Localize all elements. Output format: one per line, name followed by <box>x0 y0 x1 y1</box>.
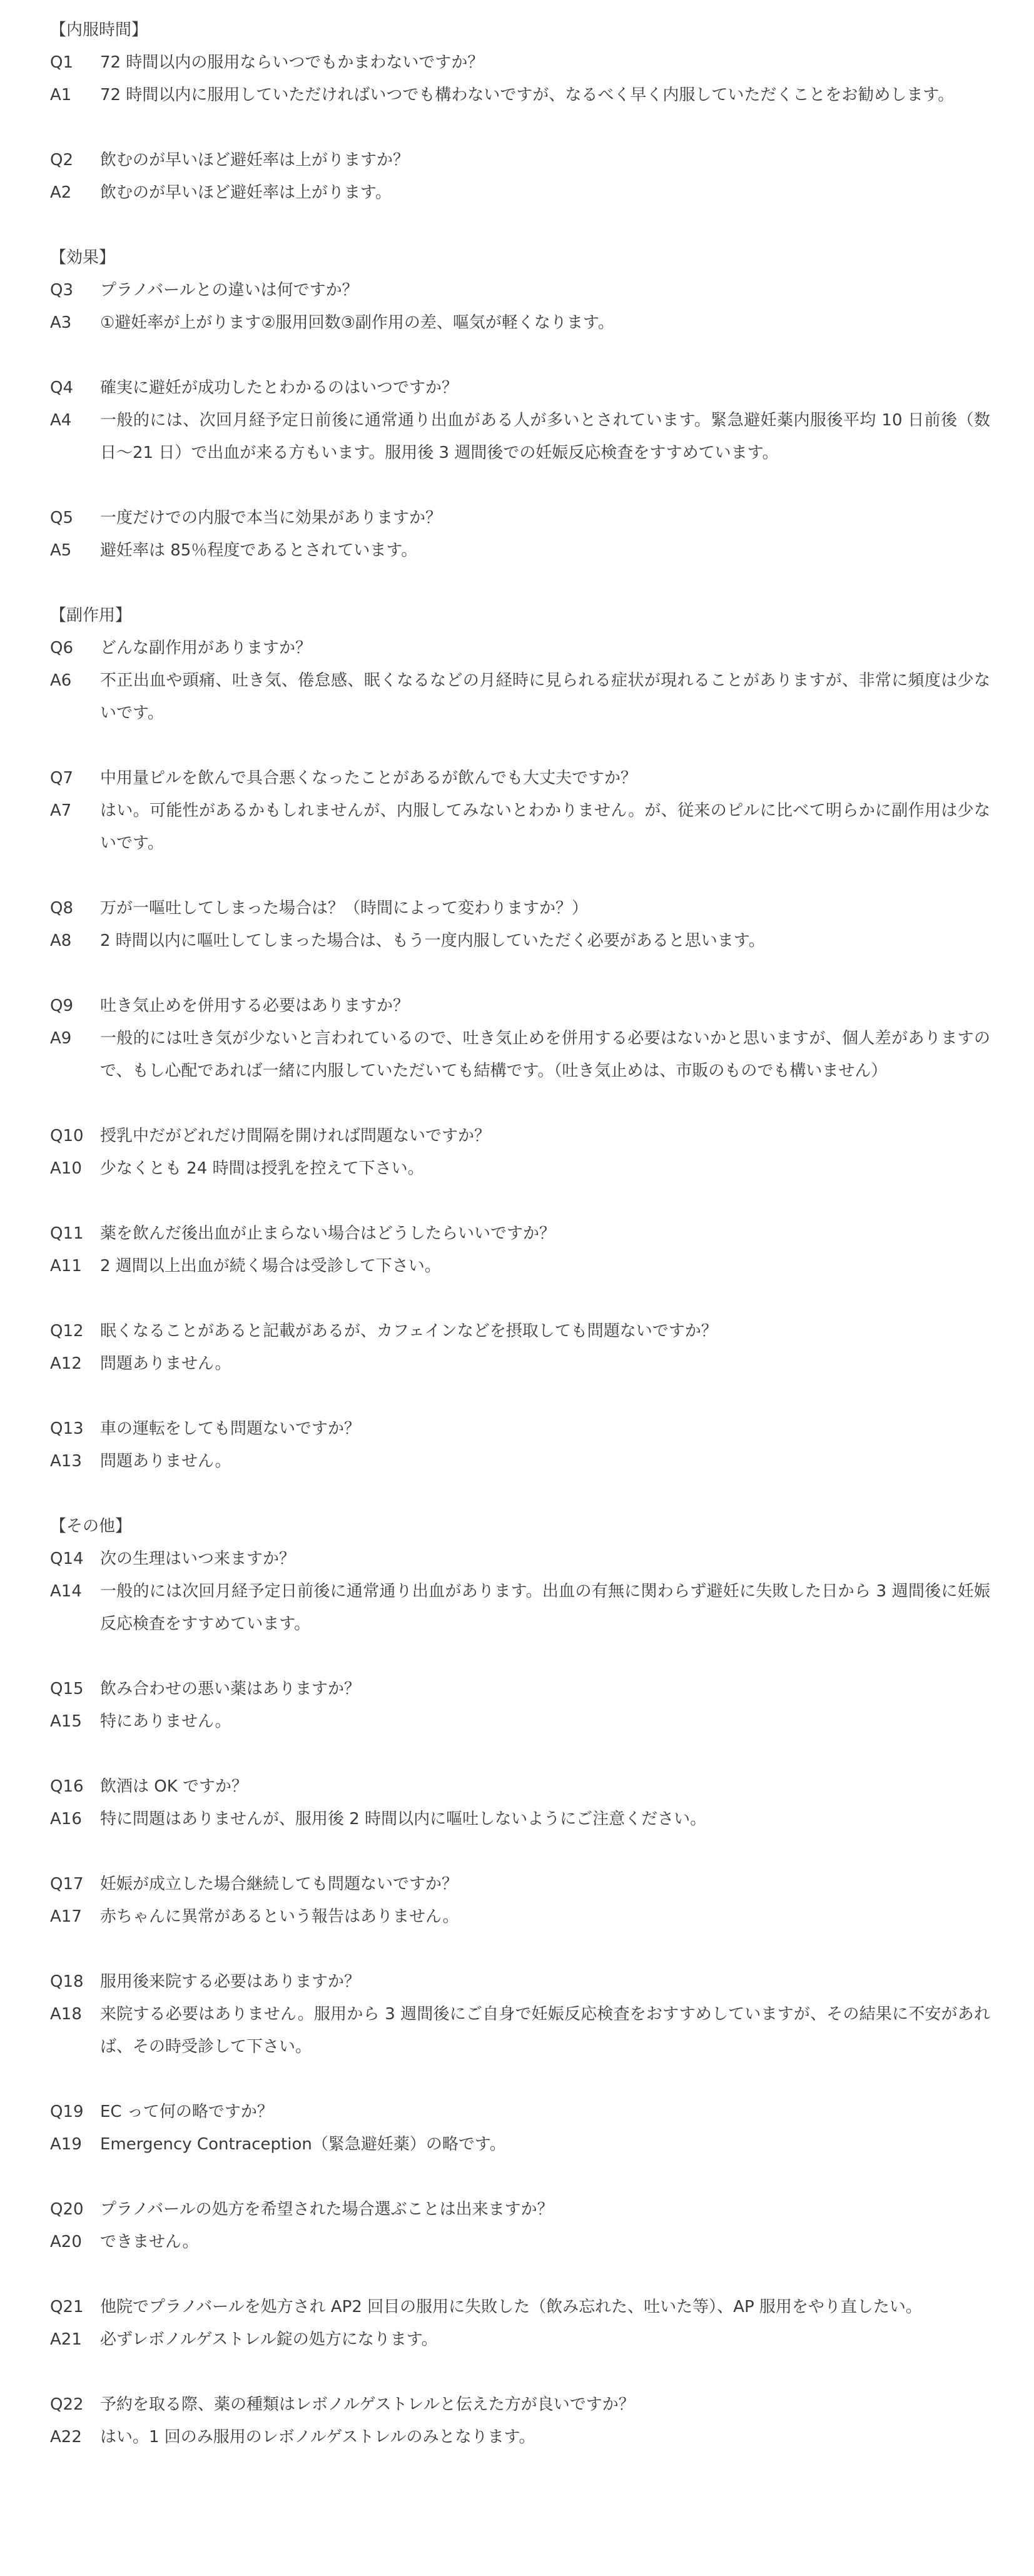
question-number: Q8 <box>50 899 74 918</box>
question-text: 飲み合わせの悪い薬はありますか？ <box>100 1680 361 1698</box>
faq-section <box>50 599 990 1478</box>
question-line <box>50 2193 990 2226</box>
question-line <box>50 2291 990 2323</box>
faq-section <box>50 1510 990 2453</box>
question-number: Q5 <box>50 509 74 527</box>
question-text: プラノバールとの違いは何ですか？ <box>100 281 358 300</box>
question-line <box>50 1965 990 1998</box>
answer-text: できません。 <box>100 2233 199 2251</box>
answer-text: Emergency Contraception（緊急避妊薬）の略です。 <box>100 2135 506 2154</box>
qa-item <box>50 892 990 957</box>
answer-line <box>50 925 990 957</box>
answer-text: 72 時間以内に服用していただければいつでも構わないですが、なるべく早く内服していただくことをお勧めします。 <box>100 86 955 104</box>
qa-item <box>50 990 990 1087</box>
qa-item <box>50 2193 990 2258</box>
answer-line <box>50 2421 990 2453</box>
answer-text: 2 週間以上出血が続く場合は受診して下さい。 <box>100 1257 441 1275</box>
qa-item <box>50 1217 990 1282</box>
qa-item <box>50 46 990 111</box>
qa-item <box>50 2291 990 2356</box>
answer-number: A18 <box>50 2005 82 2024</box>
answer-text: 不正出血や頭痛、吐き気、倦怠感、眠くなるなどの月経時に見られる症状が現れることがありますが、非常に頻度は少ないです。 <box>100 671 990 723</box>
answer-number: A7 <box>50 801 72 820</box>
question-number: Q14 <box>50 1549 84 1568</box>
answer-text: 一般的には、次回月経予定日前後に通常通り出血がある人が多いとされています。緊急避妊薬内服後平均 10 日前後（数日〜21 日）で出血が来る方もいます。服用後 3 週間後での妊娠反応検査をすすめています。 <box>100 411 990 462</box>
question-line <box>50 1543 990 1575</box>
qa-item <box>50 1868 990 1933</box>
answer-text: 問題ありません。 <box>100 1452 231 1471</box>
qa-item <box>50 1770 990 1835</box>
question-number: Q21 <box>50 2298 84 2316</box>
qa-item <box>50 1315 990 1380</box>
answer-text: 一般的には次回月経予定日前後に通常通り出血があります。出血の有無に関わらず避妊に失敗した日から 3 週間後に妊娠反応検査をすすめています。 <box>100 1582 990 1633</box>
answer-number: A13 <box>50 1452 82 1471</box>
answer-number: A16 <box>50 1810 82 1828</box>
answer-line <box>50 664 990 729</box>
answer-text: 飲むのが早いほど避妊率は上がります。 <box>100 183 392 202</box>
answer-line <box>50 176 990 209</box>
answer-number: A5 <box>50 541 72 560</box>
answer-text: 問題ありません。 <box>100 1354 231 1373</box>
answer-text: はい。可能性があるかもしれませんが、内服してみないとわかりません。が、従来のピルに比べて明らかに副作用は少ないです。 <box>100 801 990 853</box>
question-text: 飲むのが早いほど避妊率は上がりますか？ <box>100 151 410 170</box>
qa-item <box>50 1965 990 2063</box>
answer-line <box>50 1803 990 1835</box>
answer-line <box>50 2323 990 2356</box>
question-line <box>50 1120 990 1152</box>
question-number: Q2 <box>50 151 74 170</box>
question-text: プラノバールの処方を希望された場合選ぶことは出来ますか？ <box>100 2200 554 2219</box>
question-text: 飲酒は OK ですか？ <box>100 1777 248 1796</box>
section-title: 【その他】 <box>50 1517 132 1536</box>
question-line <box>50 1315 990 1347</box>
question-number: Q7 <box>50 769 74 788</box>
question-text: 万が一嘔吐してしまった場合は？（時間によって変わりますか？） <box>100 899 589 918</box>
answer-line <box>50 1705 990 1738</box>
answer-number: A6 <box>50 671 72 690</box>
question-number: Q19 <box>50 2102 84 2121</box>
question-text: 他院でプラノバールを処方され AP2 回目の服用に失敗した（飲み忘れた、吐いた等）、AP 服用をやり直したい。 <box>100 2298 922 2316</box>
question-text: 薬を飲んだ後出血が止まらない場合はどうしたらいいですか？ <box>100 1224 556 1243</box>
question-number: Q10 <box>50 1127 84 1145</box>
answer-text: 必ずレボノルゲストレル錠の処方になります。 <box>100 2330 438 2349</box>
answer-text: 避妊率は 85％程度であるとされています。 <box>100 541 418 560</box>
qa-item <box>50 372 990 469</box>
qa-item <box>50 2388 990 2453</box>
question-line <box>50 1770 990 1803</box>
question-number: Q6 <box>50 639 74 657</box>
question-line <box>50 372 990 404</box>
qa-item <box>50 274 990 339</box>
question-line <box>50 762 990 794</box>
question-text: 妊娠が成立した場合継続しても問題ないですか？ <box>100 1875 459 1894</box>
answer-text: 特に問題はありませんが、服用後 2 時間以内に嘔吐しないようにご注意ください。 <box>100 1810 707 1828</box>
answer-number: A4 <box>50 411 72 430</box>
faq-section <box>50 241 990 567</box>
question-text: 吐き気止めを併用する必要はありますか？ <box>100 996 410 1015</box>
question-text: 確実に避妊が成功したとわかるのはいつですか？ <box>100 378 459 397</box>
answer-number: A11 <box>50 1257 82 1275</box>
answer-number: A9 <box>50 1029 72 1048</box>
faq-section <box>50 14 990 209</box>
question-number: Q9 <box>50 996 74 1015</box>
section-title: 【効果】 <box>50 248 116 267</box>
question-line <box>50 144 990 176</box>
question-line <box>50 1412 990 1445</box>
question-text: 次の生理はいつ来ますか？ <box>100 1549 296 1568</box>
section-title: 【内服時間】 <box>50 21 148 39</box>
answer-line <box>50 1347 990 1380</box>
question-number: Q15 <box>50 1680 84 1698</box>
answer-text: ①避妊率が上がります②服用回数③副作用の差、嘔気が軽くなります。 <box>100 313 614 332</box>
question-line <box>50 1673 990 1705</box>
qa-item <box>50 762 990 860</box>
answer-number: A22 <box>50 2428 82 2447</box>
answer-number: A1 <box>50 86 72 104</box>
answer-number: A12 <box>50 1354 82 1373</box>
answer-number: A19 <box>50 2135 82 2154</box>
answer-line <box>50 794 990 860</box>
answer-number: A15 <box>50 1712 82 1731</box>
question-line <box>50 892 990 925</box>
question-number: Q12 <box>50 1322 84 1341</box>
qa-item <box>50 1673 990 1738</box>
question-text: 中用量ピルを飲んで具合悪くなったことがあるが飲んでも大丈夫ですか？ <box>100 769 637 788</box>
question-text: 一度だけでの内服で本当に効果がありますか？ <box>100 509 442 527</box>
question-line <box>50 502 990 534</box>
question-number: Q16 <box>50 1777 84 1796</box>
answer-text: 一般的には吐き気が少ないと言われているので、吐き気止めを併用する必要はないかと思いますが、個人差がありますので、もし心配であれば一緒に内服していただいても結構です。（吐き気止めは、市販のものでも構いません） <box>100 1029 990 1080</box>
question-number: Q1 <box>50 53 74 72</box>
answer-line <box>50 404 990 469</box>
answer-number: A10 <box>50 1159 82 1178</box>
answer-line <box>50 1250 990 1282</box>
answer-line <box>50 1152 990 1185</box>
answer-line <box>50 1022 990 1087</box>
question-number: Q11 <box>50 1224 84 1243</box>
answer-line <box>50 307 990 339</box>
question-text: 72 時間以内の服用ならいつでもかまわないですか？ <box>100 53 484 72</box>
answer-line <box>50 1445 990 1478</box>
answer-line <box>50 1900 990 1933</box>
qa-item <box>50 1120 990 1185</box>
question-number: Q22 <box>50 2395 84 2414</box>
answer-text: 特にありません。 <box>100 1712 231 1731</box>
question-number: Q13 <box>50 1419 84 1438</box>
answer-text: 来院する必要はありません。服用から 3 週間後にご自身で妊娠反応検査をおすすめしていますが、その結果に不安があれば、その時受診して下さい。 <box>100 2005 990 2056</box>
question-text: 眠くなることがあると記載があるが、カフェインなどを摂取しても問題ないですか？ <box>100 1322 717 1341</box>
question-line <box>50 274 990 307</box>
answer-line <box>50 1998 990 2063</box>
question-line <box>50 1868 990 1900</box>
question-line <box>50 632 990 664</box>
question-number: Q4 <box>50 378 74 397</box>
question-text: どんな副作用がありますか？ <box>100 639 312 657</box>
answer-line <box>50 79 990 111</box>
question-text: 車の運転をしても問題ないですか？ <box>100 1419 361 1438</box>
question-line <box>50 2096 990 2128</box>
answer-number: A17 <box>50 1907 82 1926</box>
question-text: 授乳中だがどれだけ間隔を開ければ問題ないですか？ <box>100 1127 491 1145</box>
answer-line <box>50 1575 990 1640</box>
answer-number: A21 <box>50 2330 82 2349</box>
question-number: Q20 <box>50 2200 84 2219</box>
question-number: Q17 <box>50 1875 84 1894</box>
qa-item <box>50 632 990 729</box>
answer-line <box>50 534 990 567</box>
question-line <box>50 46 990 79</box>
section-title: 【副作用】 <box>50 606 132 625</box>
answer-line <box>50 2226 990 2258</box>
question-line <box>50 1217 990 1250</box>
answer-number: A3 <box>50 313 72 332</box>
answer-line <box>50 2128 990 2161</box>
answer-text: はい。1 回のみ服用のレボノルゲストレルのみとなります。 <box>100 2428 535 2447</box>
answer-text: 赤ちゃんに異常があるという報告はありません。 <box>100 1907 459 1926</box>
qa-item <box>50 144 990 209</box>
question-number: Q3 <box>50 281 74 300</box>
qa-item <box>50 1412 990 1478</box>
answer-number: A14 <box>50 1582 82 1601</box>
answer-number: A20 <box>50 2233 82 2251</box>
qa-item <box>50 502 990 567</box>
answer-number: A8 <box>50 931 72 950</box>
question-line <box>50 990 990 1022</box>
question-text: 服用後来院する必要はありますか？ <box>100 1972 361 1991</box>
answer-text: 2 時間以内に嘔吐してしまった場合は、もう一度内服していただく必要があると思います。 <box>100 931 765 950</box>
question-line <box>50 2388 990 2421</box>
qa-item <box>50 2096 990 2161</box>
qa-item <box>50 1543 990 1640</box>
answer-number: A2 <box>50 183 72 202</box>
question-number: Q18 <box>50 1972 84 1991</box>
question-text: EC って何の略ですか？ <box>100 2102 273 2121</box>
answer-text: 少なくとも 24 時間は授乳を控えて下さい。 <box>100 1159 424 1178</box>
question-text: 予約を取る際、薬の種類はレボノルゲストレルと伝えた方が良いですか？ <box>100 2395 635 2414</box>
